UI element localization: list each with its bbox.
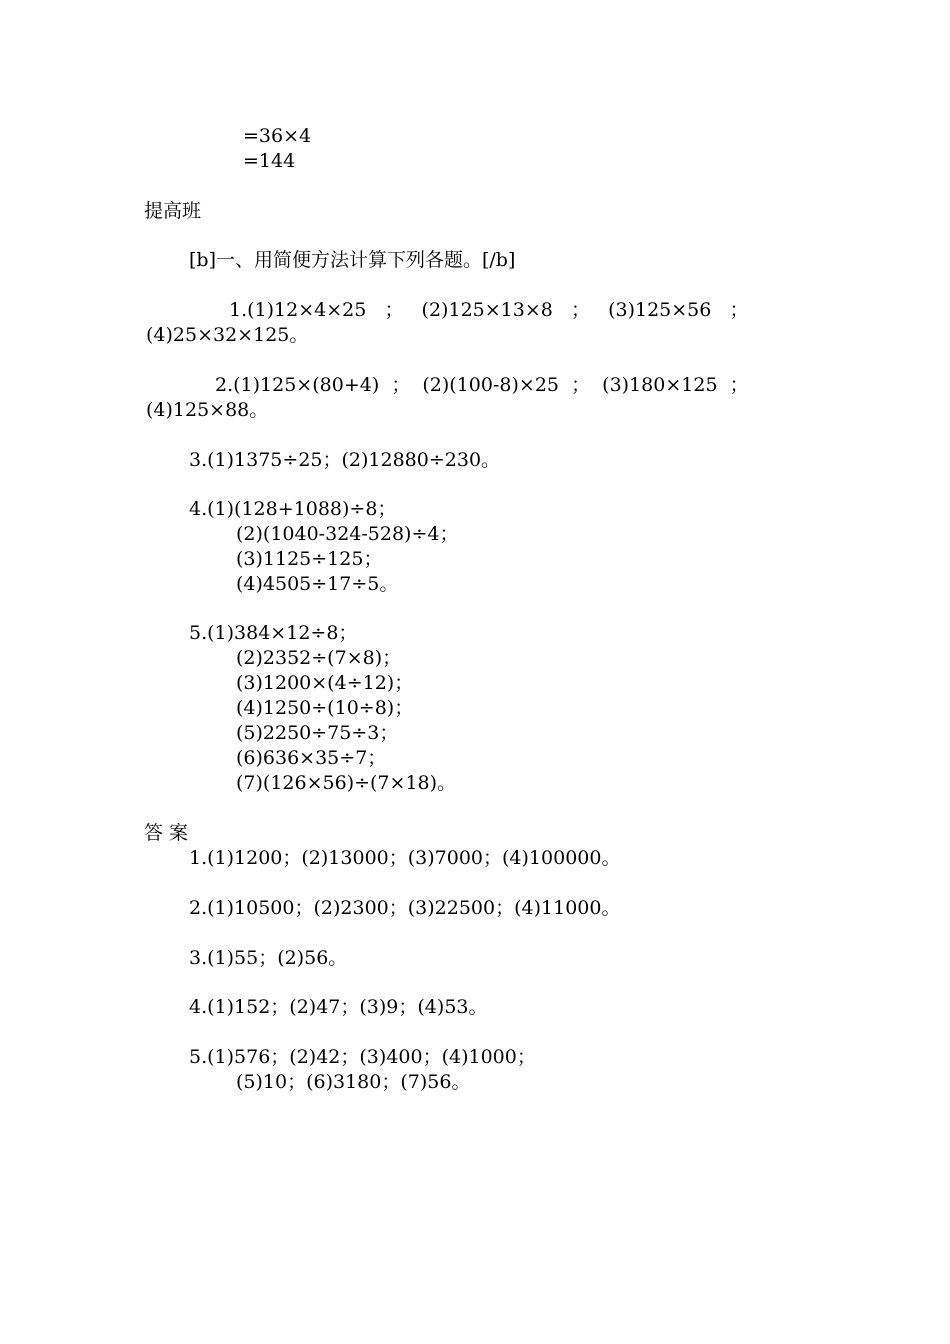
calc-line: =144 [243, 150, 296, 172]
question-5-item: (7)(126×56)÷(7×18)。 [236, 772, 457, 794]
question-5-item: (3)1200×(4÷12)； [236, 672, 414, 694]
answers-title: 答 案 [144, 822, 189, 844]
question-2-line-2: (4)125×88。 [146, 399, 269, 421]
question-5-item: (4)1250÷(10÷8)； [236, 697, 414, 719]
question-4-item: (3)1125÷125； [236, 548, 383, 570]
answer-2: 2.(1)10500；(2)2300；(3)22500；(4)11000。 [189, 897, 621, 919]
answer-3: 3.(1)55；(2)56。 [189, 947, 348, 969]
question-1-line-1: 1.(1)12×4×25 ； (2)125×13×8 ； (3)125×56 ； [229, 299, 749, 321]
question-5-item: 5.(1)384×12÷8； [189, 622, 358, 644]
question-5-item: (5)2250÷75÷3； [236, 722, 399, 744]
question-4-item: 4.(1)(128+1088)÷8； [189, 498, 397, 520]
calc-line: =36×4 [243, 125, 312, 147]
question-5-item: (6)636×35÷7； [236, 747, 387, 769]
answer-5-line: (5)10；(6)3180；(7)56。 [236, 1071, 471, 1093]
question-2-line-1: 2.(1)125×(80+4) ； (2)(100-8)×25 ； (3)180×125 ； [215, 374, 749, 396]
question-4-item: (4)4505÷17÷5。 [236, 573, 399, 595]
answer-1: 1.(1)1200；(2)13000；(3)7000；(4)100000。 [189, 847, 621, 869]
section-title: 提高班 [144, 200, 202, 222]
question-1-line-2: (4)25×32×125。 [146, 324, 309, 346]
question-3: 3.(1)1375÷25；(2)12880÷230。 [189, 449, 501, 471]
answer-4: 4.(1)152；(2)47；(3)9；(4)53。 [189, 996, 488, 1018]
exercise-heading: [b]一、用简便方法计算下列各题。[/b] [189, 249, 516, 271]
answer-5-line: 5.(1)576；(2)42；(3)400；(4)1000； [189, 1046, 536, 1068]
question-5-item: (2)2352÷(7×8)； [236, 647, 402, 669]
question-4-item: (2)(1040-324-528)÷4； [236, 523, 459, 545]
